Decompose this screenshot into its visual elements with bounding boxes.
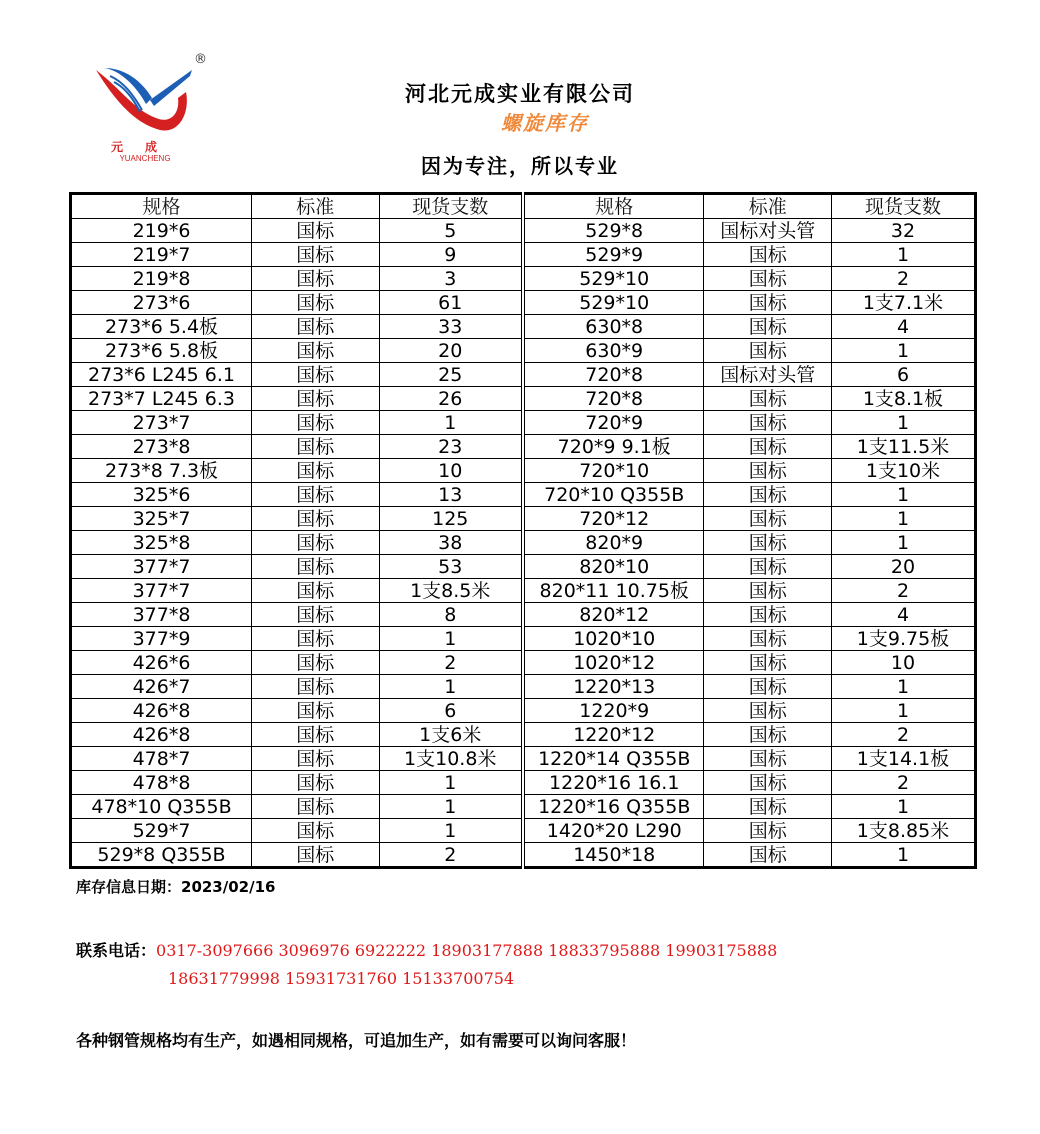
header-quantity-left: 现货支数 (379, 194, 523, 219)
cell-spec-left: 273*6 5.4板 (71, 315, 252, 339)
cell-spec-left: 219*7 (71, 243, 252, 267)
cell-spec-right: 720*9 9.1板 (523, 435, 704, 459)
cell-quantity-left: 1支8.5米 (379, 579, 523, 603)
contact-phones-line2: 18631779998 15931731760 15133700754 (168, 969, 515, 988)
cell-standard-left: 国标 (252, 459, 380, 483)
table-row (71, 291, 976, 315)
table-row (71, 219, 976, 243)
cell-standard-left: 国标 (252, 747, 380, 771)
cell-spec-left: 426*8 (71, 723, 252, 747)
cell-spec-right: 1220*16 16.1 (523, 771, 704, 795)
registered-mark: ® (194, 52, 207, 67)
cell-quantity-left: 1支6米 (379, 723, 523, 747)
cell-standard-left: 国标 (252, 723, 380, 747)
cell-spec-right: 529*8 (523, 219, 704, 243)
table-row (71, 771, 976, 795)
cell-quantity-right: 1支8.1板 (832, 387, 976, 411)
cell-spec-left: 426*6 (71, 651, 252, 675)
cell-quantity-right: 10 (832, 651, 976, 675)
cell-quantity-right: 1支11.5米 (832, 435, 976, 459)
table-row (71, 411, 976, 435)
cell-quantity-right: 1 (832, 843, 976, 868)
table-row (71, 267, 976, 291)
cell-spec-right: 720*10 (523, 459, 704, 483)
cell-standard-left: 国标 (252, 243, 380, 267)
table-row (71, 243, 976, 267)
cell-quantity-left: 38 (379, 531, 523, 555)
cell-spec-right: 1220*13 (523, 675, 704, 699)
cell-quantity-left: 23 (379, 435, 523, 459)
cell-standard-right: 国标 (704, 291, 832, 315)
inventory-table (69, 192, 977, 869)
table-row (71, 339, 976, 363)
cell-quantity-left: 1 (379, 627, 523, 651)
cell-quantity-right: 1支8.85米 (832, 819, 976, 843)
cell-quantity-right: 1支7.1米 (832, 291, 976, 315)
cell-spec-right: 720*12 (523, 507, 704, 531)
cell-standard-right: 国标 (704, 627, 832, 651)
cell-spec-right: 630*8 (523, 315, 704, 339)
cell-spec-right: 720*9 (523, 411, 704, 435)
cell-spec-left: 273*6 L245 6.1 (71, 363, 252, 387)
cell-spec-right: 820*9 (523, 531, 704, 555)
table-row (71, 459, 976, 483)
cell-standard-right: 国标 (704, 555, 832, 579)
cell-quantity-left: 1 (379, 771, 523, 795)
cell-spec-right: 529*10 (523, 267, 704, 291)
cell-spec-left: 529*7 (71, 819, 252, 843)
cell-spec-right: 720*10 Q355B (523, 483, 704, 507)
cell-standard-right: 国标 (704, 267, 832, 291)
table-row (71, 699, 976, 723)
cell-standard-right: 国标 (704, 747, 832, 771)
cell-spec-left: 426*8 (71, 699, 252, 723)
contact-label: 联系电话： (76, 941, 157, 960)
cell-quantity-right: 1 (832, 243, 976, 267)
inventory-table-body (71, 219, 976, 868)
cell-quantity-right: 2 (832, 723, 976, 747)
table-row (71, 843, 976, 868)
cell-standard-left: 国标 (252, 579, 380, 603)
cell-standard-right: 国标 (704, 387, 832, 411)
cell-standard-left: 国标 (252, 795, 380, 819)
header-standard-right: 标准 (704, 194, 832, 219)
cell-standard-right: 国标 (704, 771, 832, 795)
cell-spec-left: 219*8 (71, 267, 252, 291)
table-row (71, 603, 976, 627)
cell-spec-left: 273*8 7.3板 (71, 459, 252, 483)
cell-spec-left: 325*7 (71, 507, 252, 531)
cell-quantity-left: 20 (379, 339, 523, 363)
cell-spec-left: 478*10 Q355B (71, 795, 252, 819)
cell-standard-right: 国标 (704, 819, 832, 843)
cell-quantity-right: 1 (832, 531, 976, 555)
cell-standard-right: 国标 (704, 243, 832, 267)
table-row (71, 531, 976, 555)
cell-quantity-right: 1支14.1板 (832, 747, 976, 771)
cell-spec-right: 1450*18 (523, 843, 704, 868)
cell-standard-left: 国标 (252, 771, 380, 795)
cell-spec-left: 478*8 (71, 771, 252, 795)
table-row (71, 363, 976, 387)
cell-standard-right: 国标 (704, 507, 832, 531)
cell-quantity-right: 1 (832, 411, 976, 435)
cell-standard-right: 国标对头管 (704, 219, 832, 243)
cell-standard-left: 国标 (252, 315, 380, 339)
cell-standard-right: 国标 (704, 459, 832, 483)
cell-spec-left: 377*8 (71, 603, 252, 627)
cell-spec-left: 325*8 (71, 531, 252, 555)
logo-brand-en: YUANCHENG (119, 154, 171, 163)
cell-quantity-right: 1 (832, 483, 976, 507)
cell-standard-left: 国标 (252, 291, 380, 315)
table-row (71, 723, 976, 747)
cell-spec-left: 377*7 (71, 579, 252, 603)
table-header-row (71, 194, 976, 219)
cell-spec-right: 1020*10 (523, 627, 704, 651)
table-row (71, 747, 976, 771)
header-spec-left: 规格 (71, 194, 252, 219)
header-spec-right: 规格 (523, 194, 704, 219)
cell-spec-left: 529*8 Q355B (71, 843, 252, 868)
cell-spec-right: 1220*14 Q355B (523, 747, 704, 771)
cell-standard-right: 国标 (704, 603, 832, 627)
cell-standard-right: 国标 (704, 795, 832, 819)
table-row (71, 579, 976, 603)
cell-quantity-left: 1 (379, 675, 523, 699)
cell-quantity-left: 8 (379, 603, 523, 627)
cell-standard-right: 国标 (704, 699, 832, 723)
cell-spec-right: 720*8 (523, 387, 704, 411)
cell-spec-right: 529*10 (523, 291, 704, 315)
cell-standard-left: 国标 (252, 699, 380, 723)
cell-quantity-left: 10 (379, 459, 523, 483)
cell-quantity-right: 1 (832, 339, 976, 363)
cell-quantity-right: 32 (832, 219, 976, 243)
cell-quantity-right: 4 (832, 603, 976, 627)
cell-spec-left: 478*7 (71, 747, 252, 771)
cell-quantity-right: 1支9.75板 (832, 627, 976, 651)
cell-quantity-right: 2 (832, 771, 976, 795)
cell-spec-right: 1220*9 (523, 699, 704, 723)
contact-phones-line1: 0317-3097666 3096976 6922222 18903177888 18833795888 19903175888 (156, 941, 778, 960)
table-row (71, 507, 976, 531)
cell-quantity-left: 1 (379, 819, 523, 843)
cell-standard-right: 国标 (704, 483, 832, 507)
cell-spec-left: 273*6 5.8板 (71, 339, 252, 363)
cell-quantity-right: 20 (832, 555, 976, 579)
cell-standard-left: 国标 (252, 483, 380, 507)
cell-spec-right: 1220*12 (523, 723, 704, 747)
cell-standard-left: 国标 (252, 555, 380, 579)
cell-quantity-left: 13 (379, 483, 523, 507)
table-row (71, 315, 976, 339)
cell-quantity-left: 25 (379, 363, 523, 387)
cell-standard-left: 国标 (252, 675, 380, 699)
cell-spec-right: 630*9 (523, 339, 704, 363)
cell-spec-left: 377*9 (71, 627, 252, 651)
cell-quantity-right: 2 (832, 267, 976, 291)
cell-quantity-left: 33 (379, 315, 523, 339)
header-quantity-right: 现货支数 (832, 194, 976, 219)
cell-quantity-left: 125 (379, 507, 523, 531)
table-row (71, 819, 976, 843)
cell-spec-left: 325*6 (71, 483, 252, 507)
cell-quantity-left: 5 (379, 219, 523, 243)
cell-standard-left: 国标 (252, 435, 380, 459)
cell-standard-right: 国标 (704, 579, 832, 603)
cell-quantity-right: 4 (832, 315, 976, 339)
table-row (71, 795, 976, 819)
cell-standard-left: 国标 (252, 843, 380, 868)
cell-spec-left: 273*8 (71, 435, 252, 459)
cell-quantity-left: 9 (379, 243, 523, 267)
cell-standard-left: 国标 (252, 819, 380, 843)
table-row (71, 435, 976, 459)
cell-quantity-left: 1支10.8米 (379, 747, 523, 771)
cell-spec-right: 820*12 (523, 603, 704, 627)
cell-standard-right: 国标对头管 (704, 363, 832, 387)
cell-quantity-left: 61 (379, 291, 523, 315)
cell-spec-right: 1420*20 L290 (523, 819, 704, 843)
cell-spec-left: 377*7 (71, 555, 252, 579)
cell-quantity-left: 2 (379, 843, 523, 868)
cell-spec-right: 720*8 (523, 363, 704, 387)
company-slogan: 因为专注，所以专业 (421, 154, 619, 178)
production-note: 各种钢管规格均有生产，如遇相同规格，可追加生产，如有需要可以询问客服！ (76, 1031, 637, 1050)
cell-quantity-left: 1 (379, 795, 523, 819)
table-row (71, 627, 976, 651)
cell-quantity-left: 2 (379, 651, 523, 675)
cell-quantity-left: 26 (379, 387, 523, 411)
company-name: 河北元成实业有限公司 (405, 81, 635, 106)
cell-standard-left: 国标 (252, 387, 380, 411)
cell-standard-left: 国标 (252, 531, 380, 555)
cell-standard-right: 国标 (704, 723, 832, 747)
cell-spec-right: 820*11 10.75板 (523, 579, 704, 603)
cell-standard-left: 国标 (252, 363, 380, 387)
cell-spec-left: 426*7 (71, 675, 252, 699)
cell-quantity-left: 6 (379, 699, 523, 723)
document-subtitle: 螺旋库存 (501, 111, 589, 135)
cell-spec-right: 820*10 (523, 555, 704, 579)
inventory-date: 库存信息日期：2023/02/16 (76, 878, 276, 896)
cell-standard-right: 国标 (704, 435, 832, 459)
cell-quantity-right: 1 (832, 795, 976, 819)
cell-standard-left: 国标 (252, 507, 380, 531)
cell-quantity-right: 2 (832, 579, 976, 603)
cell-standard-left: 国标 (252, 267, 380, 291)
cell-standard-right: 国标 (704, 675, 832, 699)
cell-spec-right: 1020*12 (523, 651, 704, 675)
cell-quantity-left: 3 (379, 267, 523, 291)
header-standard-left: 标准 (252, 194, 380, 219)
cell-quantity-right: 6 (832, 363, 976, 387)
table-row (71, 483, 976, 507)
table-row (71, 675, 976, 699)
cell-standard-right: 国标 (704, 843, 832, 868)
cell-spec-right: 529*9 (523, 243, 704, 267)
cell-standard-right: 国标 (704, 315, 832, 339)
cell-standard-right: 国标 (704, 531, 832, 555)
cell-quantity-right: 1 (832, 675, 976, 699)
cell-spec-left: 273*7 L245 6.3 (71, 387, 252, 411)
cell-standard-left: 国标 (252, 651, 380, 675)
logo-brand-cn: 元成 (110, 140, 179, 154)
cell-standard-left: 国标 (252, 411, 380, 435)
cell-standard-right: 国标 (704, 339, 832, 363)
cell-spec-left: 273*6 (71, 291, 252, 315)
cell-standard-left: 国标 (252, 627, 380, 651)
cell-quantity-left: 1 (379, 411, 523, 435)
cell-standard-right: 国标 (704, 651, 832, 675)
cell-quantity-right: 1 (832, 507, 976, 531)
cell-standard-left: 国标 (252, 219, 380, 243)
cell-spec-left: 219*6 (71, 219, 252, 243)
cell-quantity-right: 1支10米 (832, 459, 976, 483)
contact-line (76, 938, 777, 961)
table-row (71, 555, 976, 579)
cell-spec-right: 1220*16 Q355B (523, 795, 704, 819)
cell-spec-left: 273*7 (71, 411, 252, 435)
table-row (71, 387, 976, 411)
cell-standard-left: 国标 (252, 603, 380, 627)
cell-standard-right: 国标 (704, 411, 832, 435)
cell-quantity-left: 53 (379, 555, 523, 579)
cell-standard-left: 国标 (252, 339, 380, 363)
cell-quantity-right: 1 (832, 699, 976, 723)
table-row (71, 651, 976, 675)
